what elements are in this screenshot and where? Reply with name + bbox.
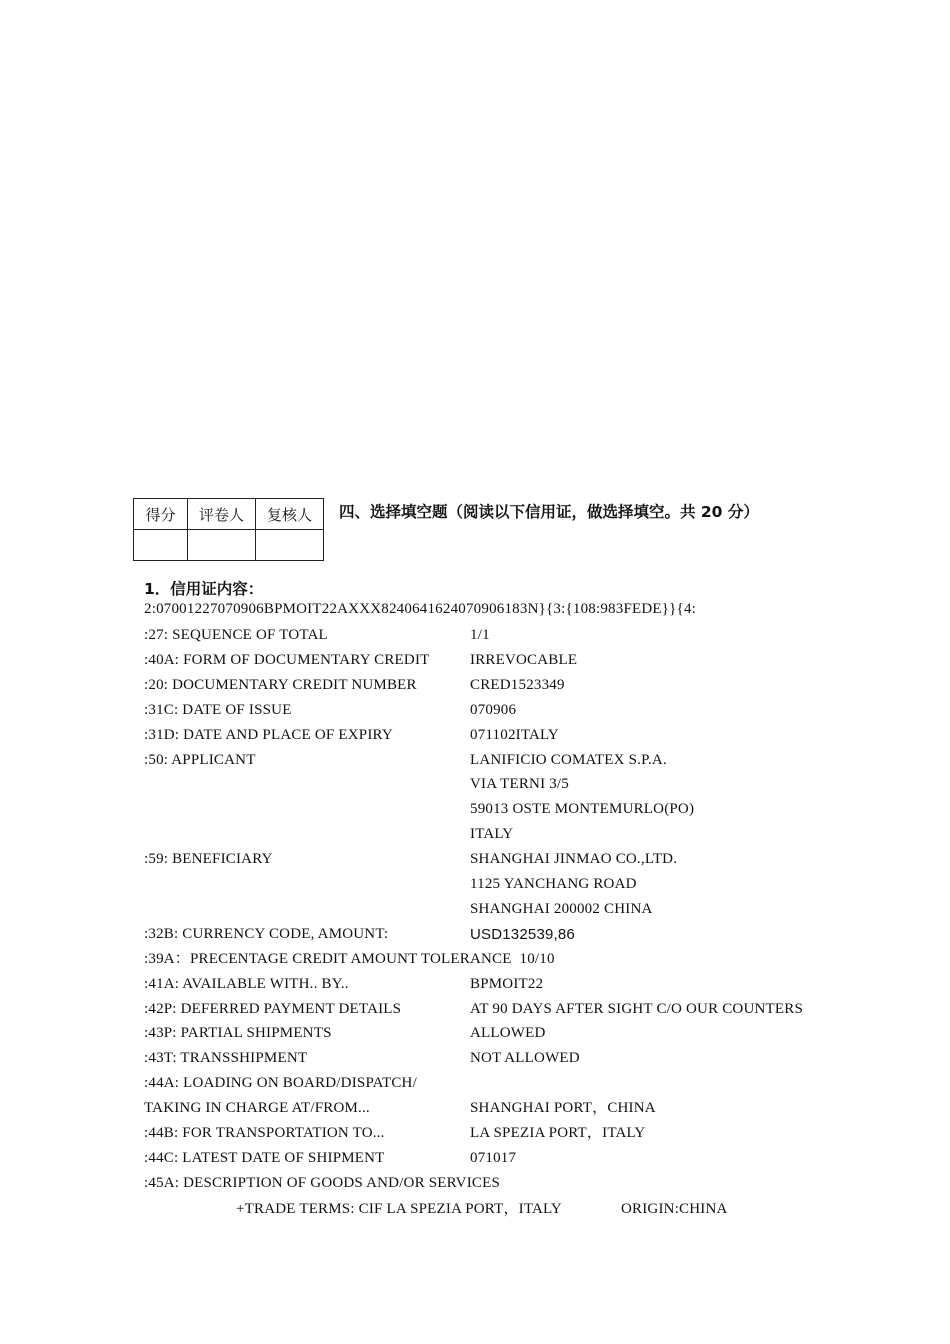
lc-field-tag: :31C: DATE OF ISSUE	[144, 701, 292, 718]
score-table-blank-row	[134, 530, 324, 561]
lc-field-tag: :32B: CURRENCY CODE, AMOUNT:	[144, 925, 389, 942]
lc-field-tag: :42P: DEFERRED PAYMENT DETAILS	[144, 1000, 402, 1017]
grader-cell	[188, 530, 256, 561]
lc-field-tag: :44A: LOADING ON BOARD/DISPATCH/	[144, 1075, 417, 1092]
lc-field-value: USD132539,86	[470, 925, 575, 943]
lc-field-value: 071017	[470, 1149, 517, 1166]
lc-field-tag: :20: DOCUMENTARY CREDIT NUMBER	[144, 676, 417, 693]
lc-field-value: 070906	[470, 701, 517, 718]
score-table-header-row	[134, 499, 324, 530]
goods-origin: ORIGIN:CHINA	[621, 1201, 728, 1217]
lc-field-tag: :50: APPLICANT	[144, 751, 256, 768]
lc-field-value: LANIFICIO COMATEX S.P.A.	[470, 751, 667, 768]
lc-field-value: BPMOIT22	[470, 975, 544, 992]
lc-field-value: LA SPEZIA PORT，ITALY	[470, 1125, 646, 1141]
lc-field-tag: :31D: DATE AND PLACE OF EXPIRY	[144, 726, 393, 743]
score-header: 得分	[134, 499, 188, 530]
lc-field-value: AT 90 DAYS AFTER SIGHT C/O OUR COUNTERS	[470, 1000, 803, 1017]
score-cell	[134, 530, 188, 561]
lc-field-tag: :44C: LATEST DATE OF SHIPMENT	[144, 1149, 385, 1166]
section-title: 四、选择填空题（阅读以下信用证，做选择填空。共 20 分）	[339, 503, 759, 521]
lc-field-value: SHANGHAI 200002 CHINA	[470, 900, 653, 917]
sub-title: 1．信用证内容：	[144, 580, 264, 598]
lc-field-tag: :43T: TRANSSHIPMENT	[144, 1050, 308, 1067]
score-table	[133, 498, 324, 561]
lc-field-tag: :39A：PRECENTAGE CREDIT AMOUNT TOLERANCE 10/10	[144, 950, 555, 967]
lc-field-value: VIA TERNI 3/5	[470, 776, 569, 793]
lc-field-value: SHANGHAI PORT，CHINA	[470, 1100, 656, 1117]
lc-field-tag: :43P: PARTIAL SHIPMENTS	[144, 1025, 332, 1042]
lc-field-value: IRREVOCABLE	[470, 651, 578, 668]
lc-field-tag: TAKING IN CHARGE AT/FROM...	[144, 1100, 370, 1117]
lc-field-value: CRED1523349	[470, 676, 565, 693]
reviewer-cell	[256, 530, 324, 561]
lc-field-value: ALLOWED	[470, 1025, 546, 1042]
lc-field-value: ITALY	[470, 826, 514, 843]
lc-field-tag: :45A: DESCRIPTION OF GOODS AND/OR SERVICES	[144, 1174, 500, 1191]
reviewer-header: 复核人	[256, 499, 324, 530]
goods-trade-terms: +TRADE TERMS: CIF LA SPEZIA PORT，ITALY	[236, 1201, 562, 1217]
lc-field-value: SHANGHAI JINMAO CO.,LTD.	[470, 851, 678, 868]
lc-field-tag: :44B: FOR TRANSPORTATION TO...	[144, 1125, 385, 1141]
lc-field-value: 59013 OSTE MONTEMURLO(PO)	[470, 801, 695, 818]
lc-field-value: NOT ALLOWED	[470, 1050, 580, 1067]
lc-field-tag: :27: SEQUENCE OF TOTAL	[144, 627, 328, 643]
lc-field-tag: :40A: FORM OF DOCUMENTARY CREDIT	[144, 651, 430, 668]
lc-field-value: 071102ITALY	[470, 726, 559, 743]
grader-header: 评卷人	[188, 499, 256, 530]
lc-field-value: 1/1	[470, 627, 490, 643]
lc-field-tag: :59: BENEFICIARY	[144, 851, 273, 868]
lc-field-tag: :41A: AVAILABLE WITH.. BY..	[144, 975, 349, 992]
lc-field-value: 1125 YANCHANG ROAD	[470, 876, 637, 892]
lc-header-line: 2:07001227070906BPMOIT22AXXX8240641624070906183N}{3:{108:983FEDE}}{4:	[144, 601, 697, 617]
